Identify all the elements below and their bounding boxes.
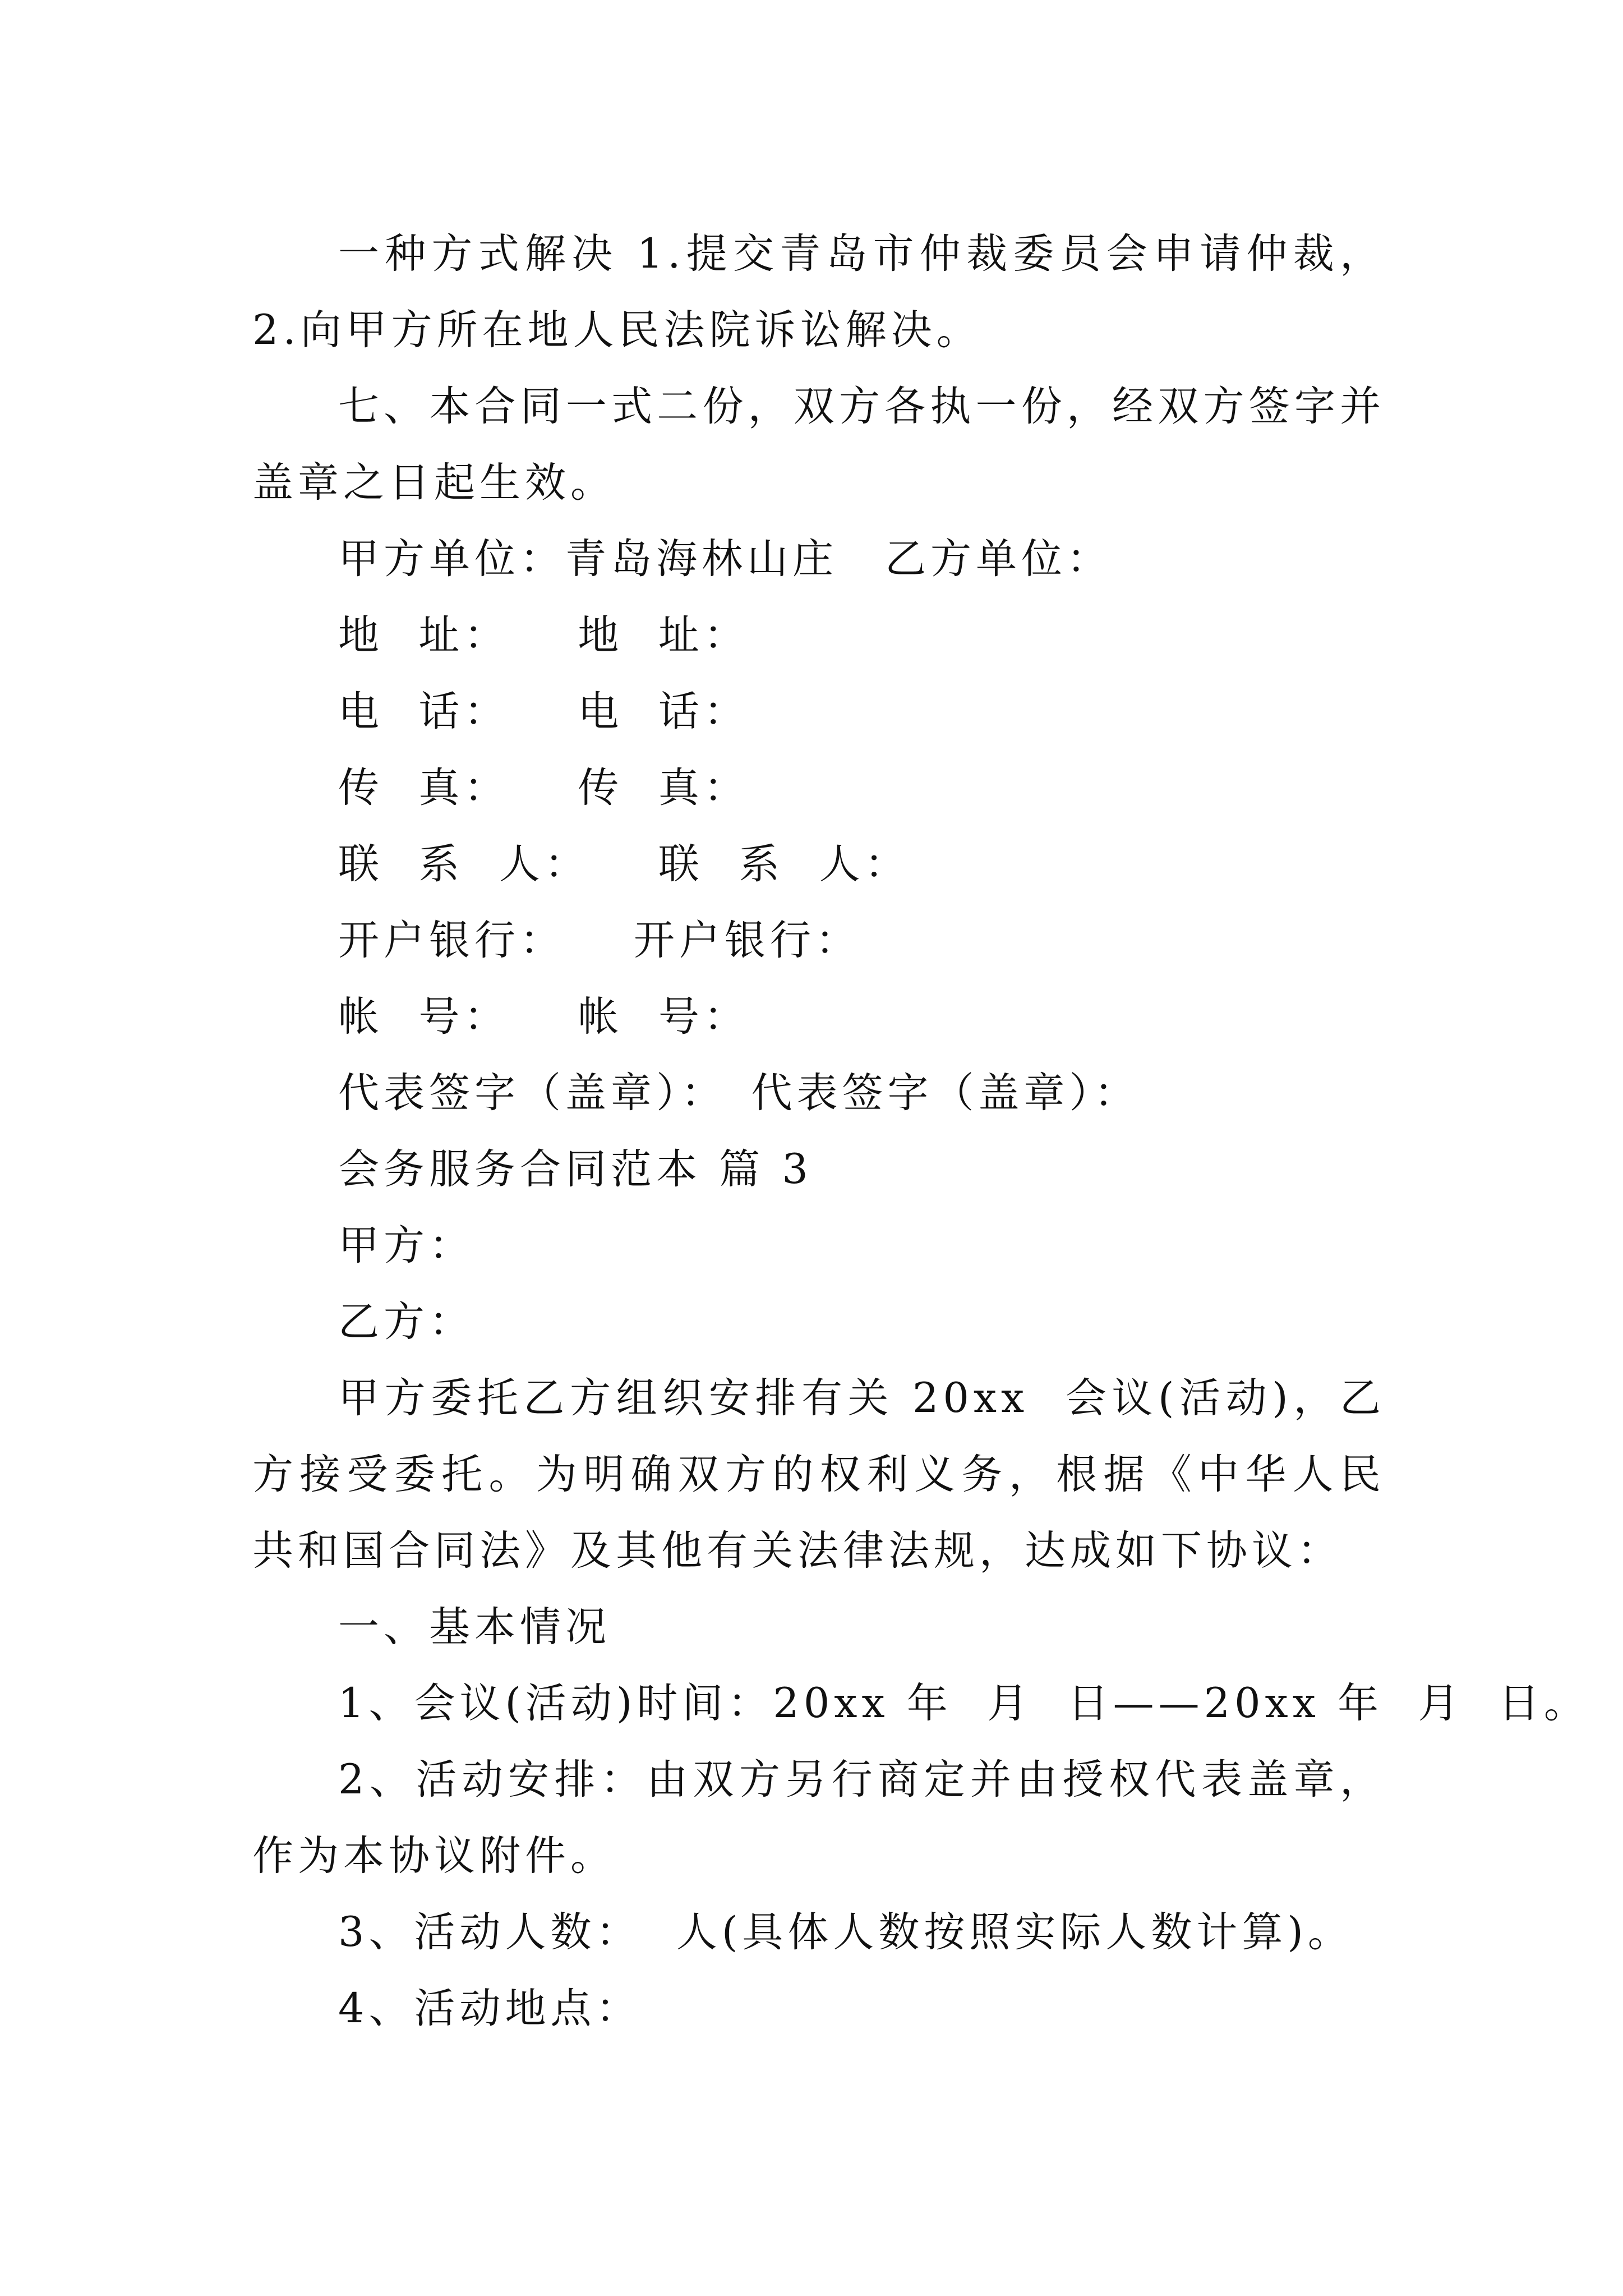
party-b-contact: 联 系 人：: [658, 840, 910, 888]
paragraph-dispute-resolution: 一种方式解决 1.提交青岛市仲裁委员会申请仲裁，2.向甲方所在地人民法院诉讼解决。: [252, 230, 1385, 354]
party-a-representative: 代表签字（盖章）：: [338, 1069, 727, 1117]
party-a-address: 地 址：: [338, 611, 510, 659]
signature-account-row: [252, 979, 1385, 1055]
party-a-account: 帐 号：: [338, 993, 510, 1041]
party-a-phone: 电 话：: [338, 688, 510, 735]
signature-address-row: [252, 597, 1385, 674]
list-item-attendees: 3、活动人数： 人(具体人数按照实际人数计算)。: [338, 1908, 1353, 1956]
section-title: 会务服务合同范本 篇 3: [338, 1145, 813, 1193]
signature-bank-row: [252, 903, 1385, 979]
party-a-bank: 开户银行：: [338, 917, 565, 964]
signature-representative-row: [252, 1055, 1385, 1131]
party-b-label: 乙方：: [338, 1298, 474, 1346]
party-b-account: 帐 号：: [578, 993, 749, 1041]
party-a-fax: 传 真：: [338, 764, 510, 812]
party-a-unit: 甲方单位：青岛海林山庄: [338, 535, 838, 583]
party-b-fax: 传 真：: [578, 764, 749, 812]
party-b-address: 地 址：: [578, 611, 749, 659]
signature-phone-row: [252, 674, 1385, 750]
party-a-contact: 联 系 人：: [338, 840, 590, 888]
party-b-unit: 乙方单位：: [885, 535, 1112, 583]
paragraph-effective-clause: 七、本合同一式二份，双方各执一份，经双方签字并盖章之日起生效。: [252, 383, 1385, 507]
list-item-venue: 4、活动地点：: [338, 1985, 642, 2032]
paragraph-preamble: 甲方委托乙方组织安排有关 20xx 会议(活动)，乙方接受委托。为明确双方的权利义务，根据《中华人民共和国合同法》及其他有关法律法规，达成如下协议：: [252, 1374, 1385, 1575]
heading-basic-info: 一、基本情况: [338, 1603, 611, 1651]
list-item-arrangement: 2、活动安排：由双方另行商定并由授权代表盖章，作为本协议附件。: [252, 1756, 1385, 1880]
party-b-representative: 代表签字（盖章）：: [751, 1069, 1140, 1117]
signature-contact-row: [252, 826, 1385, 903]
list-item-time: 1、会议(活动)时间：20xx 年 月 日——20xx 年 月 日。: [338, 1680, 1589, 1727]
party-a-label: 甲方：: [338, 1222, 474, 1269]
party-b-phone: 电 话：: [578, 688, 749, 735]
party-b-bank: 开户银行：: [634, 917, 861, 964]
signature-fax-row: [252, 750, 1385, 826]
document-body: [252, 216, 1589, 2047]
signature-unit-row: [252, 521, 1385, 597]
